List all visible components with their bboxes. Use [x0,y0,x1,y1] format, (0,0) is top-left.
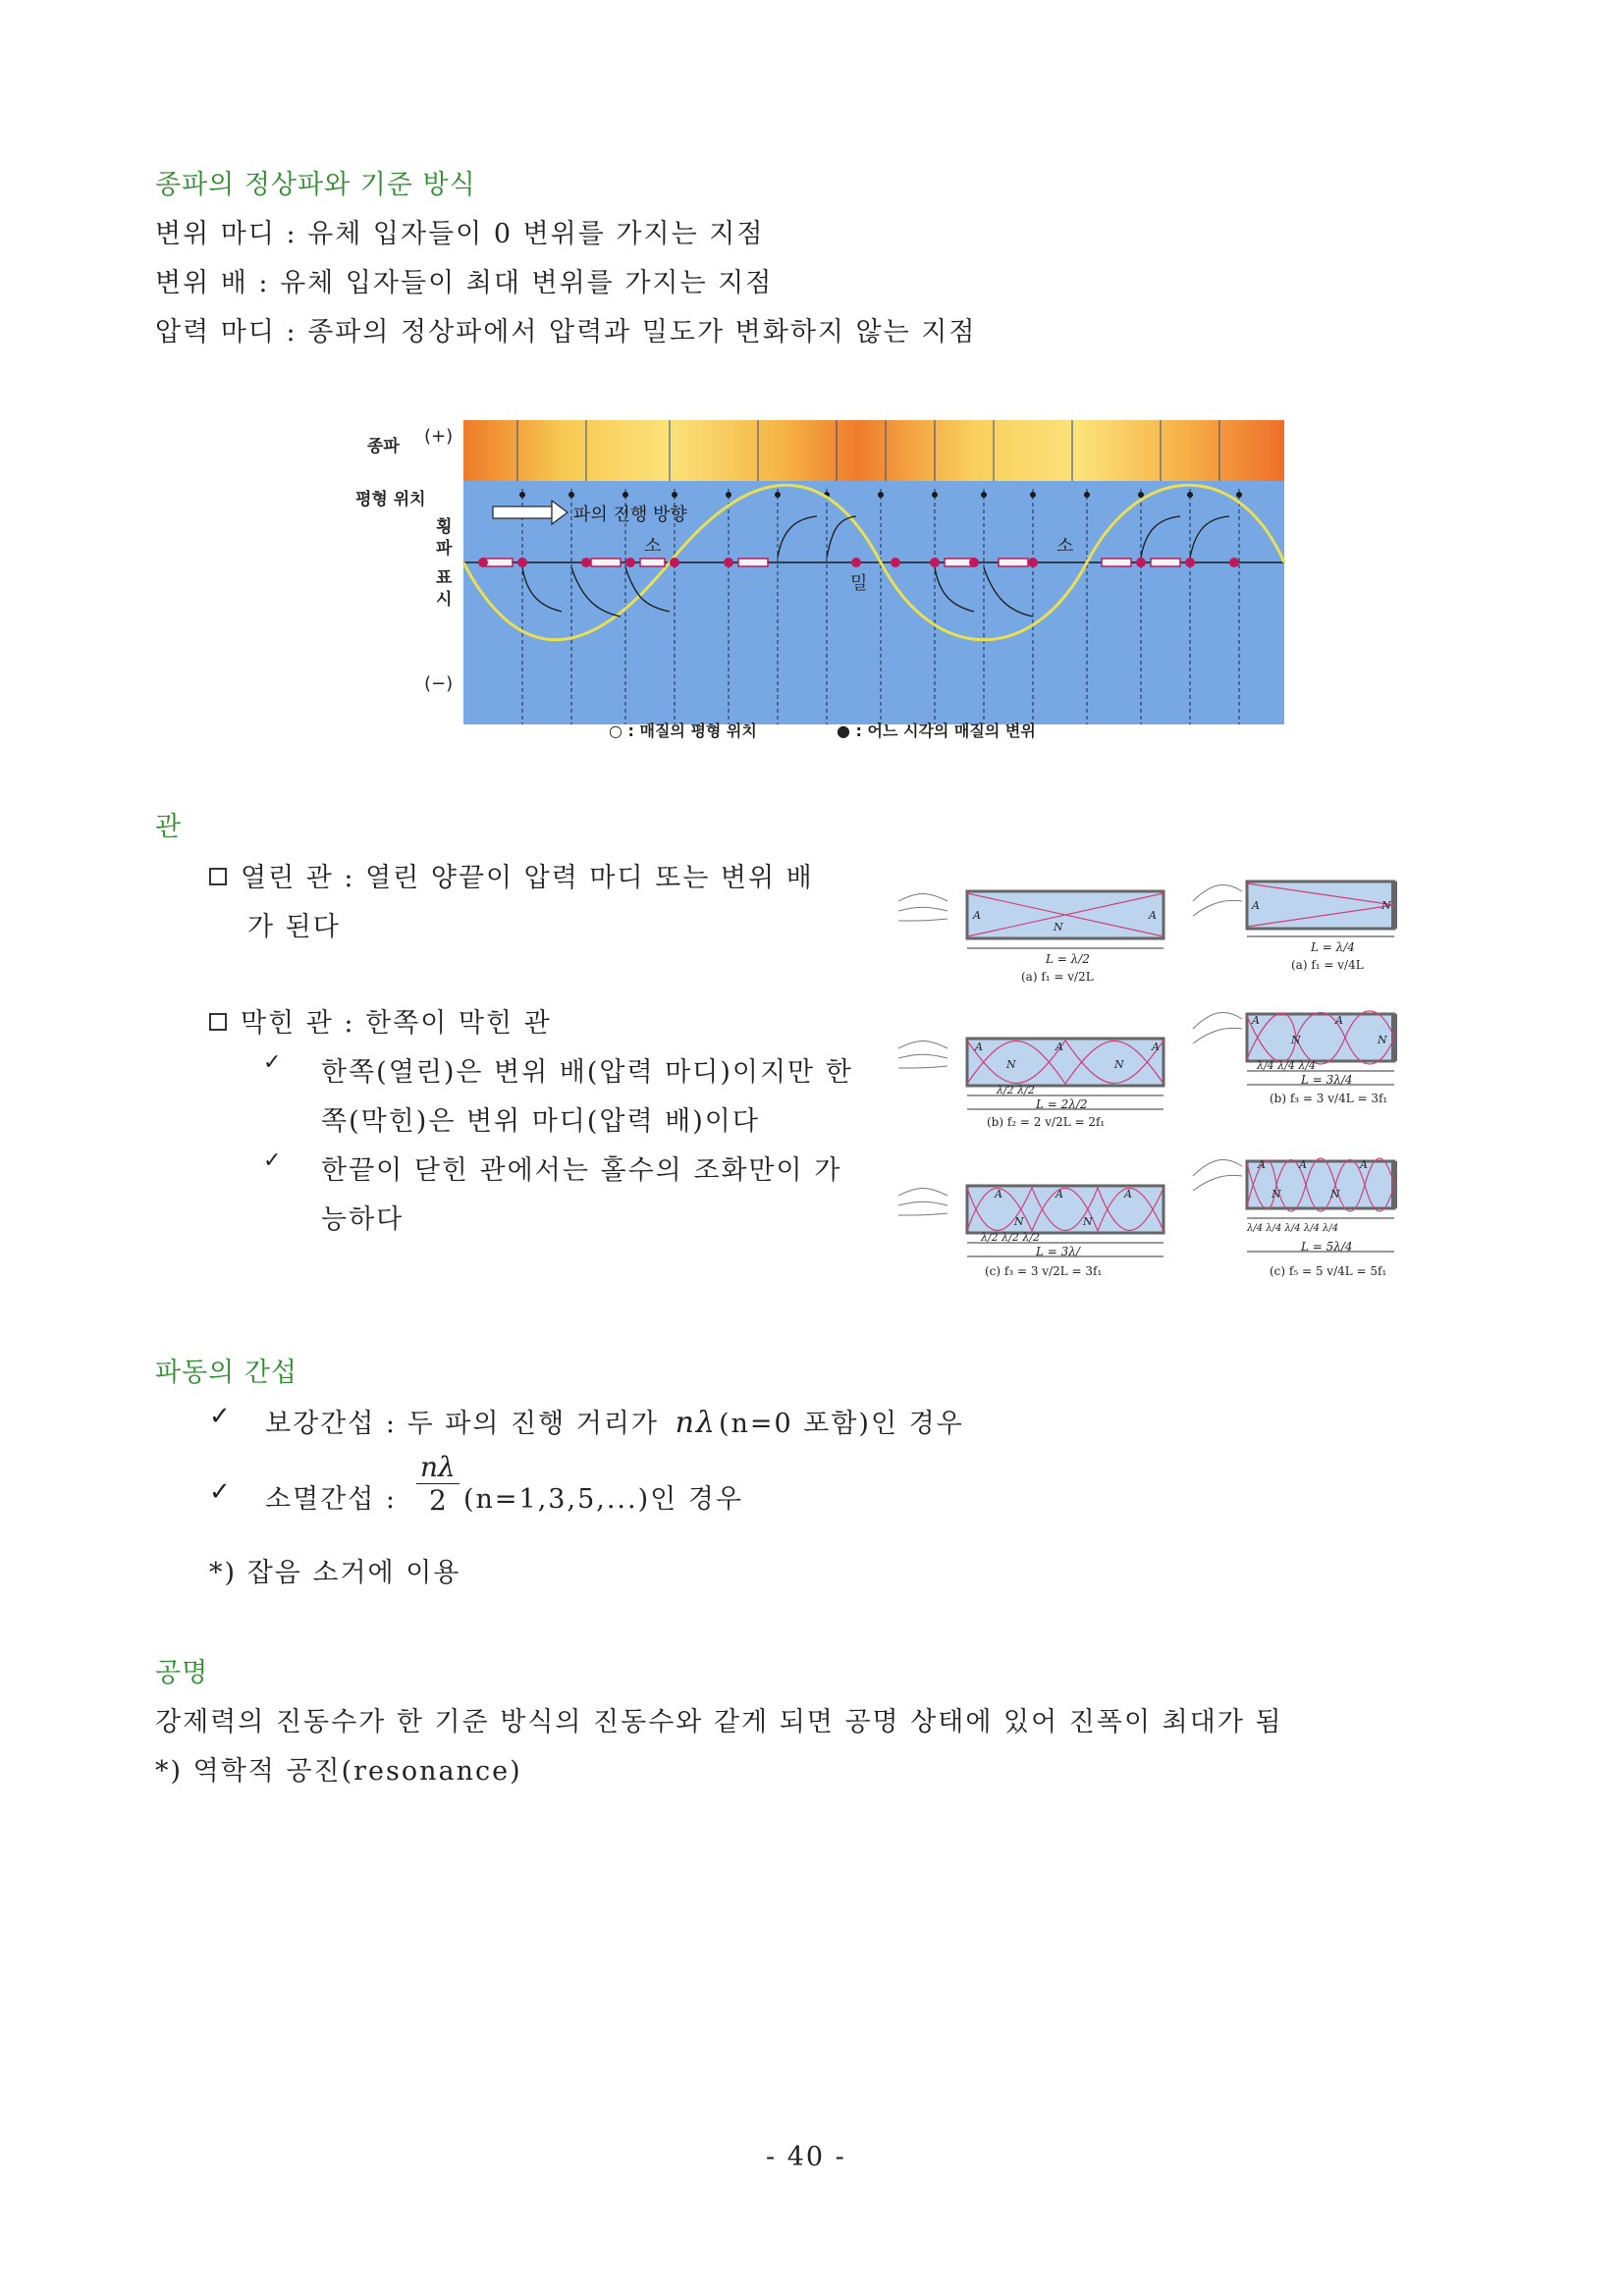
page-number: - 40 - [766,2142,846,2172]
svg-text:A: A [995,1188,1002,1201]
section-title-interference: 파동의 간섭 [155,1358,298,1388]
panel-c-closed-sub: λ/4 λ/4 λ/4 λ/4 λ/4 [1247,1223,1339,1234]
constructive-interference: 보강간섭 : 두 파의 진행 거리가 nλ(n=0 포함)인 경우 [265,1406,964,1440]
svg-text:A: A [975,1041,983,1053]
definition-displacement-antinode: 변위 배 : 유체 입자들이 최대 변위를 가지는 지점 [155,268,774,298]
longitudinal-wave-diagram [346,410,1294,744]
section-title-standing-waves: 종파의 정상파와 기준 방식 [155,170,476,200]
panel-b-open-length: L = 2λ/2 [1036,1097,1088,1111]
panel-a-closed-length: L = λ/4 [1311,940,1355,954]
n-lambda-math: nλ [675,1406,717,1440]
label-minus: (−) [424,673,454,694]
label-longitudinal: 종파 [367,437,400,456]
interference-note: *) 잡음 소거에 이용 [209,1558,461,1588]
label-rarefaction-2: 소 [1056,536,1074,557]
label-direction: 파의 진행 방향 [573,505,687,525]
svg-text:N: N [1054,921,1063,934]
panel-a-open-length: L = λ/2 [1046,952,1090,966]
definition-pressure-node: 압력 마디 : 종파의 정상파에서 압력과 밀도가 변화하지 않는 지점 [155,317,977,347]
half-lambda-fraction: $\frac{n\lambda}{2}$ [416,1451,460,1517]
svg-text:A: A [1252,1014,1260,1027]
svg-text:N: N [1381,899,1391,912]
destructive-interference-condition: (n=1,3,5,...)인 경우 [463,1484,743,1515]
panel-c-open-sub: λ/2 λ/2 λ/2 [981,1231,1041,1244]
check-icon: ✓ [263,1050,284,1075]
svg-text:N: N [1006,1058,1016,1071]
panel-b-closed-frequency: (b) f₃ = 3 v/4L = 3f₁ [1270,1092,1388,1105]
panel-c-open-length: L = 3λ/ [1036,1245,1080,1258]
check-icon: ✓ [209,1402,233,1431]
open-pipe-line2: 가 된다 [247,912,341,942]
legend-equilibrium: ○ : 매질의 평형 위치 [609,721,757,740]
check-icon: ✓ [263,1148,284,1173]
legend-displacement: ● : 어느 시각의 매질의 변위 [837,721,1036,740]
svg-text:A: A [1335,1014,1343,1027]
svg-text:N: N [1114,1058,1124,1071]
svg-text:A: A [1055,1188,1063,1201]
label-transverse: 횡 파 표 시 [436,517,453,610]
closed-pipe-note2-line1: 한끝이 닫힌 관에서는 홀수의 조화만이 가 [321,1155,842,1186]
svg-text:A: A [1299,1158,1307,1171]
panel-a-closed-frequency: (a) f₁ = v/4L [1291,958,1364,972]
panel-b-closed-length: L = 3λ/4 [1301,1073,1353,1087]
svg-text:N: N [1014,1215,1024,1228]
svg-text:N: N [1291,1034,1301,1046]
panel-c-closed-frequency: (c) f₅ = 5 v/4L = 5f₁ [1270,1264,1387,1278]
svg-text:N: N [1378,1034,1387,1046]
svg-text:A: A [1149,909,1157,922]
svg-text:A: A [1258,1158,1266,1171]
bullet-box [209,868,227,885]
definition-displacement-node: 변위 마디 : 유체 입자들이 0 변위를 가지는 지점 [155,219,765,249]
svg-text:A: A [1152,1041,1160,1053]
pipe-modes-figure [898,862,1419,1294]
panel-c-closed-length: L = 5λ/4 [1301,1240,1353,1254]
check-icon: ✓ [209,1477,233,1507]
closed-pipe-note1-line2: 쪽(막힌)은 변위 마디(압력 배)이다 [321,1106,760,1137]
longitudinal-wave-figure [346,410,1294,744]
panel-c-open-frequency: (c) f₃ = 3 v/2L = 3f₁ [985,1264,1103,1278]
svg-text:A: A [1252,899,1260,912]
label-plus: (+) [424,426,454,447]
resonance-note: *) 역학적 공진(resonance) [155,1756,522,1787]
svg-text:A: A [1360,1158,1368,1171]
panel-b-closed-sub: λ/4 λ/4 λ/4 [1257,1059,1317,1072]
section-title-resonance: 공명 [155,1658,209,1688]
label-compression: 밀 [850,573,868,594]
open-pipe-line1: 열린 관 : 열린 양끝이 압력 마디 또는 변위 배 [209,856,814,894]
label-equilibrium: 평형 위치 [355,490,426,509]
closed-pipe-line: 막힌 관 : 한쪽이 막힌 관 [209,1001,552,1040]
svg-text:N: N [1083,1215,1093,1228]
svg-text:N: N [1271,1188,1281,1201]
label-rarefaction-1: 소 [644,536,662,557]
bullet-box [209,1013,227,1031]
destructive-interference-label: 소멸간섭 : [265,1484,398,1515]
svg-text:A: A [973,909,981,922]
panel-b-open-sub: λ/2 λ/2 [997,1084,1035,1096]
svg-text:N: N [1330,1188,1340,1201]
svg-text:A: A [1055,1041,1063,1053]
svg-text:A: A [1124,1188,1132,1201]
panel-a-open-frequency: (a) f₁ = v/2L [1021,970,1094,984]
section-title-pipes: 관 [155,812,183,842]
closed-pipe-note1-line1: 한쪽(열린)은 변위 배(압력 마디)이지만 한 [321,1057,853,1088]
resonance-definition: 강제력의 진동수가 한 기준 방식의 진동수와 같게 되면 공명 상태에 있어 진폭이 최대가 됨 [155,1707,1283,1737]
closed-pipe-note2-line2: 능하다 [321,1204,405,1235]
panel-b-open-frequency: (b) f₂ = 2 v/2L = 2f₁ [987,1115,1106,1129]
